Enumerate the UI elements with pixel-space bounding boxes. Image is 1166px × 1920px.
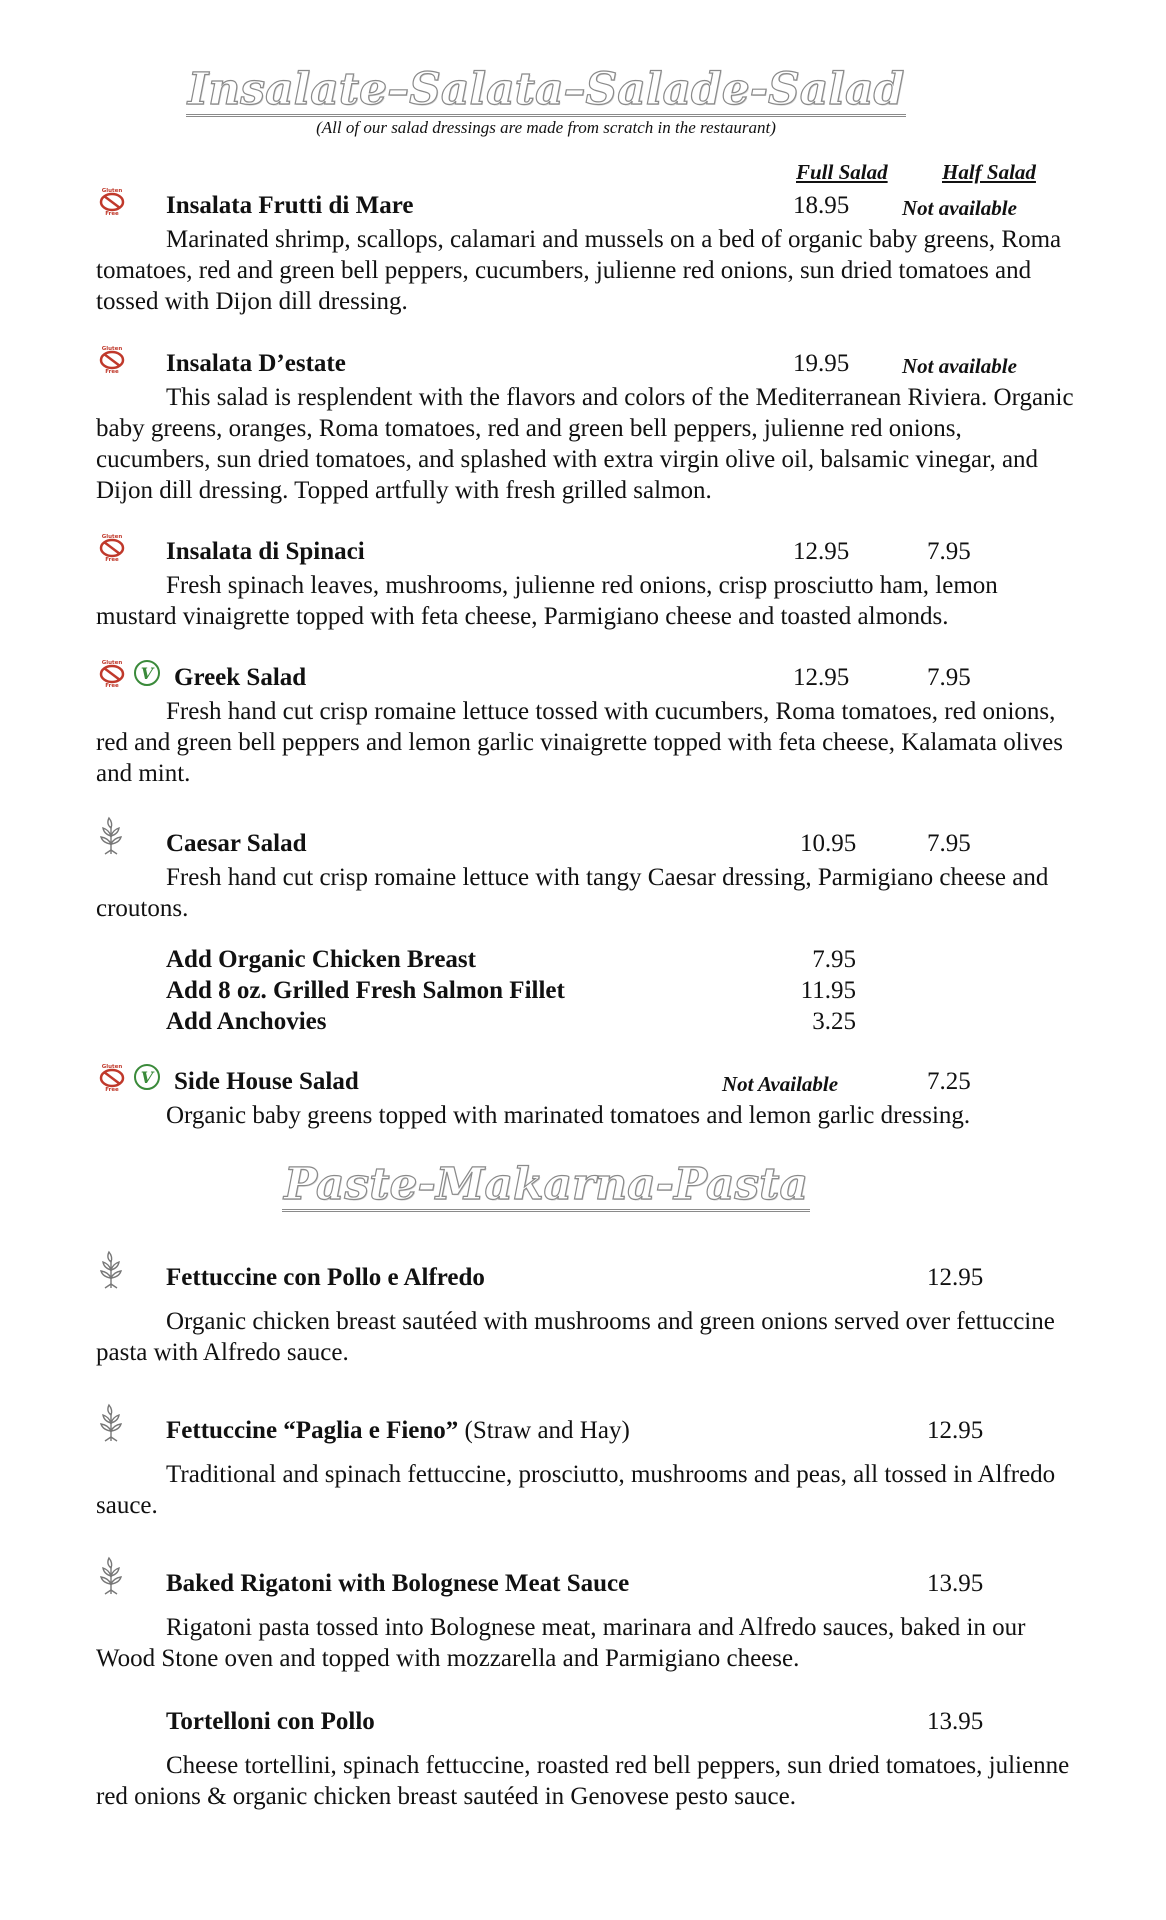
svg-text:Gluten: Gluten	[101, 346, 123, 352]
half-price: 7.95	[927, 538, 971, 565]
addon-price: 7.95	[812, 946, 856, 973]
wheat-icon	[96, 816, 126, 856]
half-price: 7.95	[927, 664, 971, 691]
addon-price: 3.25	[812, 1008, 856, 1035]
price: 12.95	[927, 1417, 984, 1444]
item-name: Greek Salad	[174, 664, 307, 691]
addon-name: Add 8 oz. Grilled Fresh Salmon Fillet	[166, 977, 565, 1004]
item-description: Fresh spinach leaves, mushrooms, julienne red onions, crisp prosciutto ham, lemon mustard vinaigrette topped with feta cheese, Parmigiano cheese and toasted almonds.	[96, 572, 998, 630]
addon-name: Add Organic Chicken Breast	[166, 946, 476, 973]
svg-text:Free: Free	[105, 557, 119, 562]
salad-section-heading: Insalate–Salata–Salade-Salad	[187, 64, 905, 115]
item-name: Caesar Salad	[166, 830, 307, 857]
svg-text:Gluten: Gluten	[101, 1064, 123, 1070]
gluten-free-icon	[96, 344, 128, 374]
item-name: Baked Rigatoni with Bolognese Meat Sauce	[166, 1570, 630, 1597]
svg-text:Free: Free	[105, 683, 119, 688]
svg-text:Free: Free	[105, 1087, 119, 1092]
item-name: Tortelloni con Pollo	[166, 1708, 375, 1735]
gluten-free-icon	[96, 1062, 128, 1092]
half-salad-column-header: Half Salad	[942, 160, 1036, 184]
item-name: Insalata Frutti di Mare	[166, 192, 414, 219]
svg-text:Gluten: Gluten	[101, 660, 123, 666]
item-name: Side House Salad	[174, 1068, 359, 1095]
item-description: Organic chicken breast sautéed with mushrooms and green onions served over fettuccine pasta with Alfredo sauce.	[96, 1308, 1055, 1366]
wheat-icon	[96, 1250, 126, 1290]
svg-text:V: V	[140, 1068, 154, 1087]
item-description: Organic baby greens topped with marinated tomatoes and lemon garlic dressing.	[166, 1102, 971, 1129]
half-price: 7.95	[927, 830, 971, 857]
gluten-free-icon	[96, 532, 128, 562]
addon-price: 11.95	[800, 977, 856, 1004]
price: 12.95	[927, 1264, 984, 1291]
svg-text:Gluten: Gluten	[101, 188, 123, 194]
item-name-note: (Straw and Hay)	[458, 1417, 630, 1444]
svg-text:Free: Free	[105, 369, 119, 374]
half-price: Not available	[902, 354, 1017, 378]
svg-text:Free: Free	[105, 211, 119, 216]
half-price: 7.25	[927, 1068, 971, 1095]
wheat-icon	[96, 1403, 126, 1443]
price: 13.95	[927, 1570, 984, 1597]
menu-page	[96, 0, 1076, 1920]
full-price: 18.95	[793, 192, 850, 219]
item-name: Fettuccine “Paglia e Fieno” (Straw and Hay)	[166, 1417, 630, 1444]
item-name: Insalata D’estate	[166, 350, 346, 377]
full-salad-column-header: Full Salad	[796, 160, 888, 184]
pasta-section-heading: Paste-Makarna-Pasta	[284, 1159, 808, 1210]
full-price: 10.95	[800, 830, 857, 857]
vegetarian-icon	[132, 658, 162, 688]
price: 13.95	[927, 1708, 984, 1735]
item-name: Fettuccine con Pollo e Alfredo	[166, 1264, 485, 1291]
item-name: Insalata di Spinaci	[166, 538, 365, 565]
item-description: This salad is resplendent with the flavors and colors of the Mediterranean Riviera. Organic baby greens, oranges, Roma tomatoes, red and green bell peppers, julienne red onions, cucumbers, sun dried tomatoes, and splashed with extra virgin olive oil, balsamic vinegar, and Dijon dill dressing. Topped artfully with fresh grilled salmon.	[96, 384, 1074, 504]
full-price: 19.95	[793, 350, 850, 377]
full-price: 12.95	[793, 538, 850, 565]
addon-name: Add Anchovies	[166, 1008, 327, 1035]
item-description: Rigatoni pasta tossed into Bolognese meat, marinara and Alfredo sauces, baked in our Wood Stone oven and topped with mozzarella and Parmigiano cheese.	[96, 1614, 1026, 1672]
half-price: Not available	[902, 196, 1017, 220]
item-description: Traditional and spinach fettuccine, prosciutto, mushrooms and peas, all tossed in Alfredo sauce.	[96, 1461, 1056, 1519]
item-description: Fresh hand cut crisp romaine lettuce tossed with cucumbers, Roma tomatoes, red onions, red and green bell peppers and lemon garlic vinaigrette topped with feta cheese, Kalamata olives and mint.	[96, 698, 1063, 787]
salad-dressing-note: (All of our salad dressings are made from scratch in the restaurant)	[316, 118, 776, 137]
vegetarian-icon	[132, 1062, 162, 1092]
svg-text:V: V	[140, 664, 154, 683]
wheat-icon	[96, 1556, 126, 1596]
full-price: Not Available	[722, 1072, 839, 1096]
gluten-free-icon	[96, 658, 128, 688]
full-price: 12.95	[793, 664, 850, 691]
item-description: Fresh hand cut crisp romaine lettuce with tangy Caesar dressing, Parmigiano cheese and croutons.	[96, 864, 1049, 922]
svg-text:Gluten: Gluten	[101, 534, 123, 540]
item-description: Marinated shrimp, scallops, calamari and mussels on a bed of organic baby greens, Roma tomatoes, red and green bell peppers, cucumbers, julienne red onions, sun dried tomatoes and tossed with Dijon dill dressing.	[96, 226, 1062, 315]
gluten-free-icon	[96, 186, 128, 216]
item-description: Cheese tortellini, spinach fettuccine, roasted red bell peppers, sun dried tomatoes, julienne red onions & organic chicken breast sautéed in Genovese pesto sauce.	[96, 1752, 1070, 1810]
